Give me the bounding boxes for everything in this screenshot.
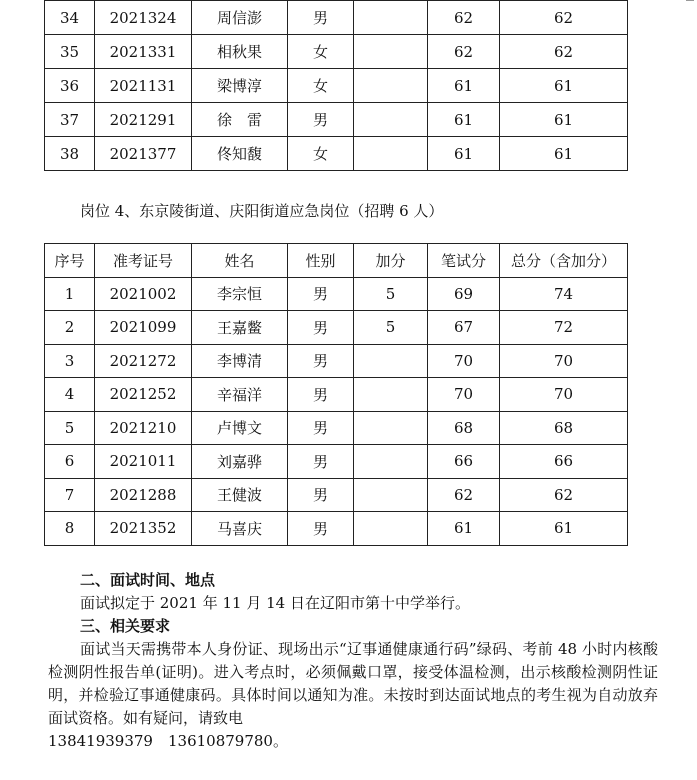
table-row (45, 277, 628, 311)
cell-name: 王健波 (192, 478, 288, 512)
cell-seq: 6 (45, 445, 95, 479)
cell-gender: 男 (288, 344, 354, 378)
header-name: 姓名 (192, 244, 288, 278)
cell-gender: 男 (288, 378, 354, 412)
cell-gender: 男 (288, 277, 354, 311)
cell-name: 卢博文 (192, 411, 288, 445)
cell-exam-no: 2021324 (95, 1, 192, 35)
cell-seq: 3 (45, 344, 95, 378)
cell-total-score: 62 (500, 478, 628, 512)
table-row (45, 378, 628, 412)
cell-bonus (354, 35, 428, 69)
header-gender: 性别 (288, 244, 354, 278)
cell-exam-no: 2021288 (95, 478, 192, 512)
section2-body: 面试拟定于 2021 年 11 月 14 日在辽阳市第十中学举行。 (80, 594, 470, 612)
cell-bonus (354, 103, 428, 137)
section2-text (48, 592, 658, 615)
cell-gender: 男 (288, 311, 354, 345)
section3-body: 面试当天需携带本人身份证、现场出示“辽事通健康通行码”绿码、考前 48 小时内核酸检测阴性报告单(证明)。进入考点时，必须佩戴口罩，接受体温检测，出示核酸检测阴性证明，并检验辽事通健康码。具体时间以通知为准。未按时到达面试地点的考生视为自动放弃面试资格。如有疑问，请致电 (48, 640, 658, 727)
cell-name: 王嘉鳖 (192, 311, 288, 345)
cell-total-score: 66 (500, 445, 628, 479)
cell-name: 李宗恒 (192, 277, 288, 311)
table-row (45, 311, 628, 345)
table-row (45, 103, 628, 137)
table-row (45, 445, 628, 479)
cell-gender: 男 (288, 1, 354, 35)
cell-exam-no: 2021352 (95, 512, 192, 546)
cell-written-score: 68 (428, 411, 500, 445)
results-table-post3-continued (44, 0, 628, 171)
table-row (45, 137, 628, 171)
cell-exam-no: 2021011 (95, 445, 192, 479)
cell-gender: 男 (288, 411, 354, 445)
table-row (45, 512, 628, 546)
cell-total-score: 70 (500, 378, 628, 412)
cell-bonus (354, 445, 428, 479)
cell-total-score: 61 (500, 512, 628, 546)
cell-seq: 4 (45, 378, 95, 412)
cell-gender: 男 (288, 478, 354, 512)
cell-written-score: 61 (428, 512, 500, 546)
cell-name: 周信澎 (192, 1, 288, 35)
section2-title: 二、面试时间、地点 (80, 571, 216, 589)
cell-exam-no: 2021377 (95, 137, 192, 171)
table-row (45, 35, 628, 69)
cell-name: 辛福洋 (192, 378, 288, 412)
cell-bonus (354, 137, 428, 171)
cell-written-score: 66 (428, 445, 500, 479)
table-row (45, 478, 628, 512)
header-seq: 序号 (45, 244, 95, 278)
cell-exam-no: 2021252 (95, 378, 192, 412)
cell-exam-no: 2021131 (95, 69, 192, 103)
table-header-row (45, 244, 628, 278)
cell-written-score: 61 (428, 103, 500, 137)
table-row (45, 1, 628, 35)
cell-written-score: 69 (428, 277, 500, 311)
cell-name: 相秋果 (192, 35, 288, 69)
cell-total-score: 61 (500, 137, 628, 171)
cell-gender: 男 (288, 103, 354, 137)
cell-written-score: 61 (428, 137, 500, 171)
cell-bonus: 5 (354, 311, 428, 345)
cell-seq: 1 (45, 277, 95, 311)
cell-name: 刘嘉骅 (192, 445, 288, 479)
page-edge-mark (686, 0, 694, 3)
cell-exam-no: 2021210 (95, 411, 192, 445)
header-bonus: 加分 (354, 244, 428, 278)
cell-name: 马喜庆 (192, 512, 288, 546)
cell-bonus (354, 512, 428, 546)
cell-exam-no: 2021099 (95, 311, 192, 345)
table-row (45, 411, 628, 445)
cell-seq: 2 (45, 311, 95, 345)
cell-bonus: 5 (354, 277, 428, 311)
cell-seq: 8 (45, 512, 95, 546)
cell-seq: 36 (45, 69, 95, 103)
cell-seq: 35 (45, 35, 95, 69)
cell-bonus (354, 344, 428, 378)
cell-seq: 5 (45, 411, 95, 445)
cell-total-score: 68 (500, 411, 628, 445)
cell-written-score: 62 (428, 35, 500, 69)
table-row (45, 344, 628, 378)
cell-written-score: 61 (428, 69, 500, 103)
cell-bonus (354, 378, 428, 412)
cell-written-score: 67 (428, 311, 500, 345)
section3-title: 三、相关要求 (80, 617, 171, 635)
cell-written-score: 62 (428, 1, 500, 35)
section3-phones: 13841939379 13610879780。 (48, 732, 288, 750)
section3-text (48, 638, 658, 753)
cell-total-score: 72 (500, 311, 628, 345)
cell-total-score: 62 (500, 1, 628, 35)
cell-written-score: 70 (428, 378, 500, 412)
results-table-post4 (44, 243, 628, 546)
header-written-score: 笔试分 (428, 244, 500, 278)
cell-name: 梁博淳 (192, 69, 288, 103)
cell-bonus (354, 411, 428, 445)
cell-gender: 女 (288, 69, 354, 103)
cell-seq: 7 (45, 478, 95, 512)
cell-total-score: 61 (500, 103, 628, 137)
cell-total-score: 74 (500, 277, 628, 311)
cell-seq: 34 (45, 1, 95, 35)
cell-exam-no: 2021331 (95, 35, 192, 69)
cell-gender: 男 (288, 512, 354, 546)
header-exam-no: 准考证号 (95, 244, 192, 278)
cell-gender: 女 (288, 35, 354, 69)
cell-written-score: 62 (428, 478, 500, 512)
table-row (45, 69, 628, 103)
cell-bonus (354, 1, 428, 35)
cell-total-score: 61 (500, 69, 628, 103)
header-total-score: 总分（含加分） (500, 244, 628, 278)
cell-total-score: 70 (500, 344, 628, 378)
cell-written-score: 70 (428, 344, 500, 378)
cell-name: 徐 雷 (192, 103, 288, 137)
cell-bonus (354, 478, 428, 512)
cell-name: 李博清 (192, 344, 288, 378)
cell-name: 佟知馥 (192, 137, 288, 171)
post4-caption: 岗位 4、东京陵街道、庆阳街道应急岗位（招聘 6 人） (80, 202, 444, 220)
cell-total-score: 62 (500, 35, 628, 69)
cell-gender: 女 (288, 137, 354, 171)
cell-exam-no: 2021272 (95, 344, 192, 378)
cell-exam-no: 2021291 (95, 103, 192, 137)
cell-seq: 37 (45, 103, 95, 137)
cell-seq: 38 (45, 137, 95, 171)
cell-gender: 男 (288, 445, 354, 479)
cell-exam-no: 2021002 (95, 277, 192, 311)
cell-bonus (354, 69, 428, 103)
